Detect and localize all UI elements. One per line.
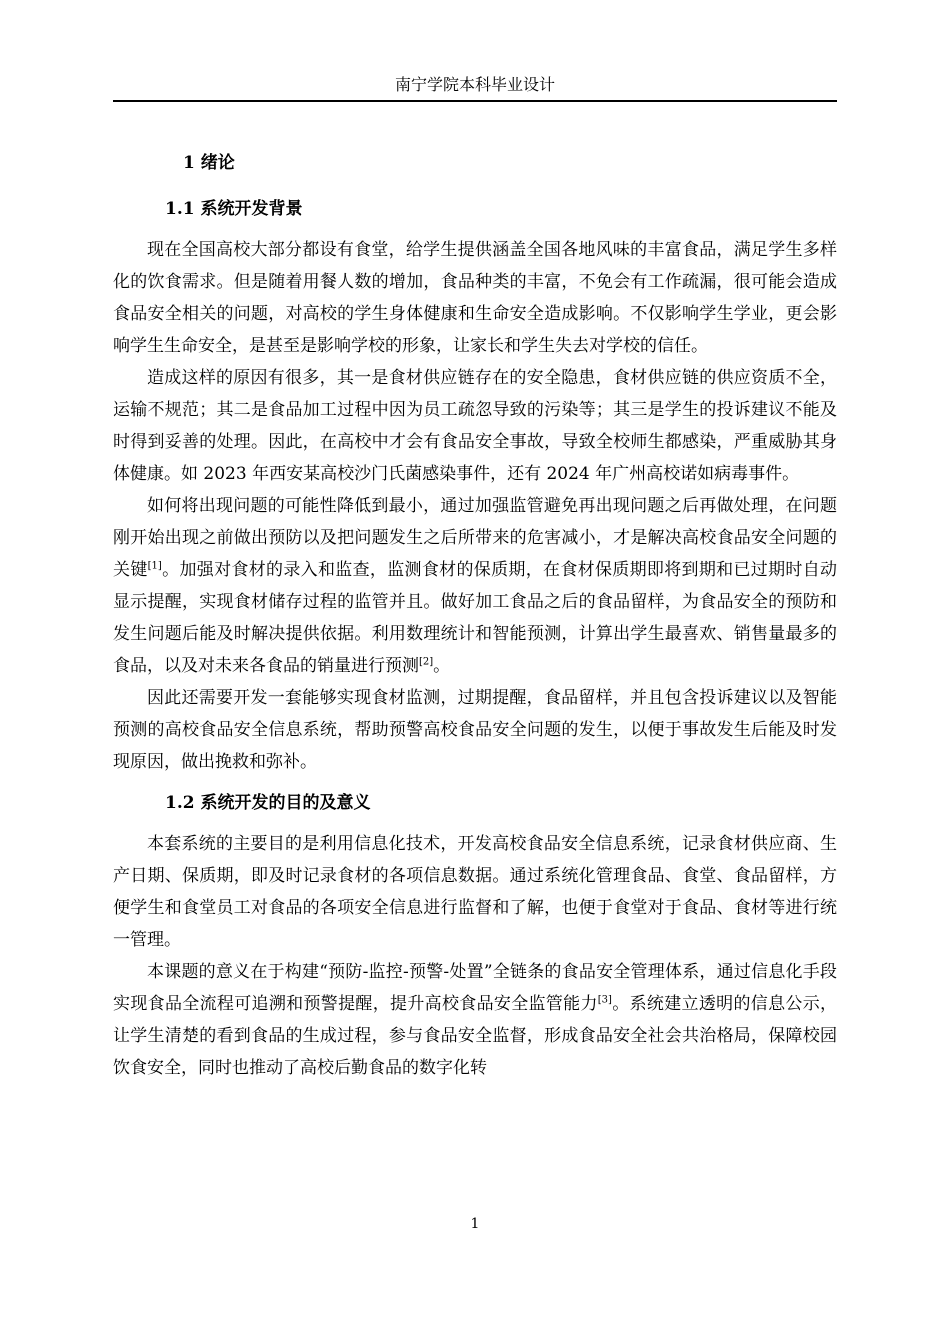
paragraph-text: 本套系统的主要目的是利用信息化技术，开发高校食品安全信息系统，记录食材供应商、生产日期、保质期，即及时记录食材的各项信息数据。通过系统化管理食品、食堂、食品留样，方便学生和食堂员工对食品的各项安全信息进行监督和了解，也便于食堂对于食品、食材等进行统一管理。	[113, 834, 837, 950]
paragraph-text: 因此还需要开发一套能够实现食材监测，过期提醒，食品留样，并且包含投诉建议以及智能预测的高校食品安全信息系统，帮助预警高校食品安全问题的发生，以便于事故发生后能及时发现原因，做出挽救和弥补。	[113, 688, 837, 772]
citation[interactable]: [2]	[419, 656, 434, 668]
paragraph	[113, 362, 837, 490]
chapter-title: 1 绪论	[183, 153, 235, 173]
header-rule	[113, 100, 837, 102]
page-number: 1	[470, 1216, 480, 1232]
paragraph-text: 。	[433, 656, 451, 676]
paragraph	[113, 828, 837, 956]
page-header: 南宁学院本科毕业设计	[394, 75, 555, 94]
paragraph-text: 。系统建立透明的信息公示，让学生清楚的看到食品的生成过程，参与食品安全监督，形成食品安全社会共治格局，保障校园饮食安全，同时也推动了高校后勤食品的数字化转	[113, 994, 838, 1078]
section-title-1-1: 1.1 系统开发背景	[165, 199, 303, 219]
paragraph	[113, 956, 837, 1084]
paragraph-text: 现在全国高校大部分都设有食堂，给学生提供涵盖全国各地风味的丰富食品，满足学生多样化的饮食需求。但是随着用餐人数的增加，食品种类的丰富，不免会有工作疏漏，很可能会造成食品安全相关的问题，对高校的学生身体健康和生命安全造成影响。不仅影响学生学业，更会影响学生生命安全，是甚至是影响学校的形象，让家长和学生失去对学校的信任。	[113, 240, 837, 356]
paragraph-text: 如何将出现问题的可能性降低到最小，通过加强监管避免再出现问题之后再做处理，在问题刚开始出现之前做出预防以及把问题发生之后所带来的危害减小，才是解决高校食品安全问题的关键	[113, 496, 837, 580]
citation[interactable]: [3]	[597, 994, 612, 1006]
document-body	[113, 146, 837, 1084]
paragraph	[113, 234, 837, 362]
paragraph-text: 。加强对食材的录入和监查，监测食材的保质期，在食材保质期即将到期和已过期时自动显示提醒，实现食材储存过程的监管并且。做好加工食品之后的食品留样，为食品安全的预防和发生问题后能及时解决提供依据。利用数理统计和智能预测，计算出学生最喜欢、销售量最多的食品，以及对未来各食品的销量进行预测	[113, 560, 838, 676]
section-title-1-2: 1.2 系统开发的目的及意义	[165, 793, 371, 813]
paragraph	[113, 490, 837, 682]
citation[interactable]: [1]	[147, 560, 162, 572]
paragraph	[113, 682, 837, 778]
paragraph-text: 造成这样的原因有很多，其一是食材供应链存在的安全隐患，食材供应链的供应资质不全，运输不规范；其二是食品加工过程中因为员工疏忽导致的污染等；其三是学生的投诉建议不能及时得到妥善的处理。因此，在高校中才会有食品安全事故，导致全校师生都感染，严重威胁其身体健康。如 2023 年西安某高校沙门氏菌感染事件，还有 2024 年广州高校诺如病毒事件。	[113, 368, 837, 484]
paragraph-text: 本课题的意义在于构建“预防-监控-预警-处置”全链条的食品安全管理体系，通过信息化手段实现食品全流程可追溯和预警提醒，提升高校食品安全监管能力	[113, 962, 837, 1014]
